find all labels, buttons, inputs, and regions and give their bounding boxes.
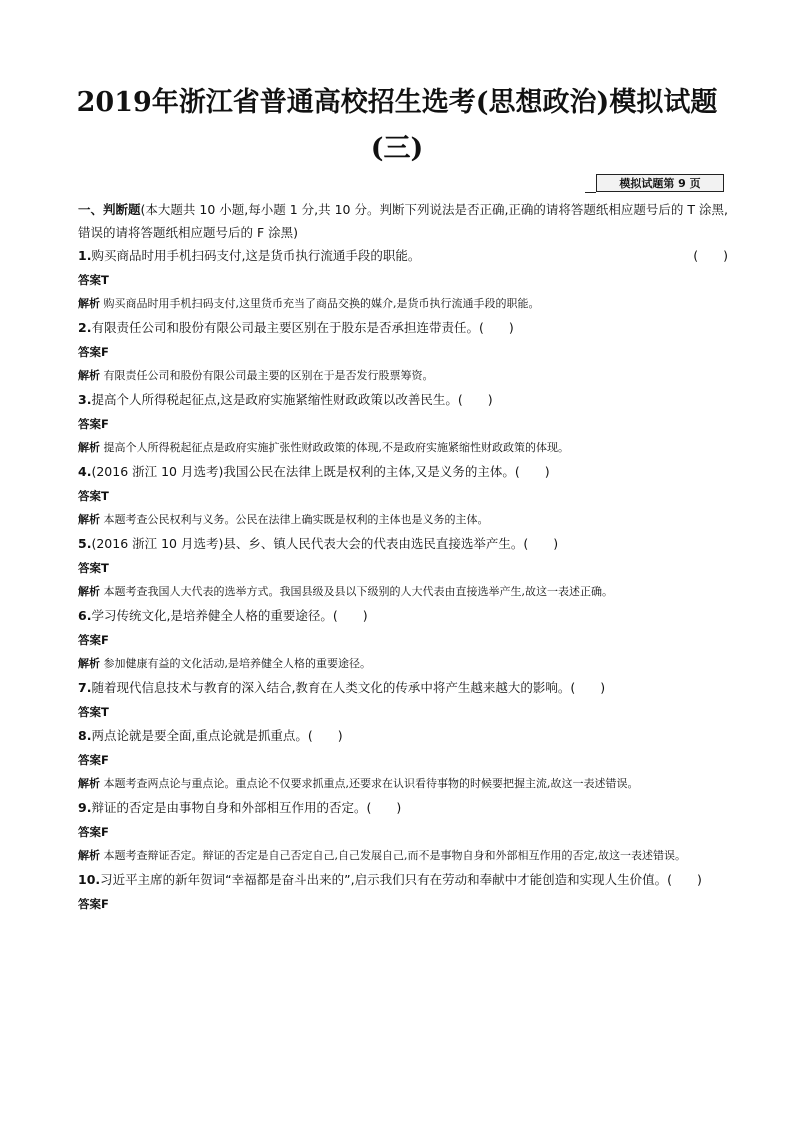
explanation-line [78,436,728,460]
question-number: 2. [78,320,92,335]
page-tag-rule [585,192,596,193]
question-number: 7. [78,680,92,695]
question-number: 10. [78,872,101,887]
question-number: 6. [78,608,92,623]
explanation-label: 解析 [78,777,100,790]
question-number: 9. [78,800,92,815]
question-4 [78,460,728,484]
page-title: 2019年浙江省普通高校招生选考(思想政治)模拟试题(三) [76,87,718,164]
explanation-line [78,772,728,796]
question-6 [78,604,728,628]
question-3 [78,388,728,412]
explanation-text: 本题考查公民权利与义务。公民在法律上确实既是权利的主体也是义务的主体。 [103,513,489,526]
answer-label: 答案 [78,705,101,719]
explanation-text: 提高个人所得税起征点是政府实施扩张性财政政策的体现,不是政府实施紧缩性财政政策的体现。 [103,441,569,454]
section-heading [78,198,728,244]
explanation-label: 解析 [78,849,100,862]
answer-label: 答案 [78,561,101,575]
explanation-label: 解析 [78,297,100,310]
question-section [78,198,728,916]
answer-line [78,484,728,508]
answer-value: T [101,273,109,287]
explanation-line [78,292,728,316]
explanation-label: 解析 [78,657,100,670]
answer-blank: ( ) [693,248,728,263]
answer-label: 答案 [78,489,101,503]
section-label: 一、判断题 [78,202,141,217]
answer-line [78,412,728,436]
question-2 [78,316,728,340]
answer-line [78,268,728,292]
explanation-label: 解析 [78,513,100,526]
question-list [78,244,728,916]
question-9 [78,796,728,820]
answer-value: F [101,633,109,647]
answer-value: F [101,345,109,359]
explanation-line [78,508,728,532]
explanation-text: 有限责任公司和股份有限公司最主要的区别在于是否发行股票筹资。 [103,369,434,382]
answer-line [78,748,728,772]
question-text: 购买商品时用手机扫码支付,这是货币执行流通手段的职能。 [91,248,421,263]
question-text: (2016 浙江 10 月选考)我国公民在法律上既是权利的主体,又是义务的主体。( ) [91,464,550,479]
explanation-label: 解析 [78,369,100,382]
question-text: 学习传统文化,是培养健全人格的重要途径。( ) [91,608,368,623]
explanation-label: 解析 [78,585,100,598]
answer-value: F [101,825,109,839]
answer-label: 答案 [78,633,101,647]
question-text: (2016 浙江 10 月选考)县、乡、镇人民代表大会的代表由选民直接选举产生。( ) [91,536,559,551]
answer-label: 答案 [78,753,101,767]
page-tag: 模拟试题第 9 页 [596,174,724,192]
explanation-line [78,844,728,868]
question-number: 3. [78,392,92,407]
question-7 [78,676,728,700]
explanation-text: 本题考查两点论与重点论。重点论不仅要求抓重点,还要求在认识看待事物的时候要把握主流,故这一表述错误。 [103,777,639,790]
section-description: (本大题共 10 小题,每小题 1 分,共 10 分。判断下列说法是否正确,正确的请将答题纸相应题号后的 T 涂黑,错误的请将答题纸相应题号后的 F 涂黑) [78,202,728,240]
question-text: 有限责任公司和股份有限公司最主要区别在于股东是否承担连带责任。( ) [91,320,514,335]
answer-line [78,628,728,652]
question-text: 两点论就是要全面,重点论就是抓重点。( ) [91,728,343,743]
explanation-text: 本题考查我国人大代表的选举方式。我国县级及县以下级别的人大代表由直接选举产生,故这一表述正确。 [103,585,613,598]
answer-value: T [101,561,109,575]
answer-label: 答案 [78,825,101,839]
question-number: 5. [78,536,92,551]
answer-value: F [101,417,109,431]
question-text: 辩证的否定是由事物自身和外部相互作用的否定。( ) [91,800,402,815]
explanation-line [78,652,728,676]
answer-line [78,556,728,580]
explanation-line [78,580,728,604]
answer-value: T [101,489,109,503]
question-text: 提高个人所得税起征点,这是政府实施紧缩性财政政策以改善民生。( ) [91,392,493,407]
answer-value: F [101,897,109,911]
answer-line [78,340,728,364]
answer-value: T [101,705,109,719]
answer-label: 答案 [78,897,101,911]
explanation-text: 购买商品时用手机扫码支付,这里货币充当了商品交换的媒介,是货币执行流通手段的职能。 [103,297,540,310]
answer-line [78,820,728,844]
question-number: 4. [78,464,92,479]
question-5 [78,532,728,556]
explanation-text: 参加健康有益的文化活动,是培养健全人格的重要途径。 [103,657,371,670]
answer-label: 答案 [78,273,101,287]
question-1 [78,244,728,268]
question-text: 随着现代信息技术与教育的深入结合,教育在人类文化的传承中将产生越来越大的影响。( ) [91,680,606,695]
answer-label: 答案 [78,417,101,431]
answer-label: 答案 [78,345,101,359]
question-number: 1. [78,248,92,263]
explanation-text: 本题考查辩证否定。辩证的否定是自己否定自己,自己发展自己,而不是事物自身和外部相互作用的否定,故这一表述错误。 [103,849,686,862]
question-number: 8. [78,728,92,743]
answer-line [78,892,728,916]
answer-line [78,700,728,724]
question-10 [78,868,728,892]
question-text: 习近平主席的新年贺词“幸福都是奋斗出来的”,启示我们只有在劳动和奉献中才能创造和实现人生价值。( ) [100,872,702,887]
explanation-label: 解析 [78,441,100,454]
explanation-line [78,364,728,388]
question-8 [78,724,728,748]
answer-value: F [101,753,109,767]
